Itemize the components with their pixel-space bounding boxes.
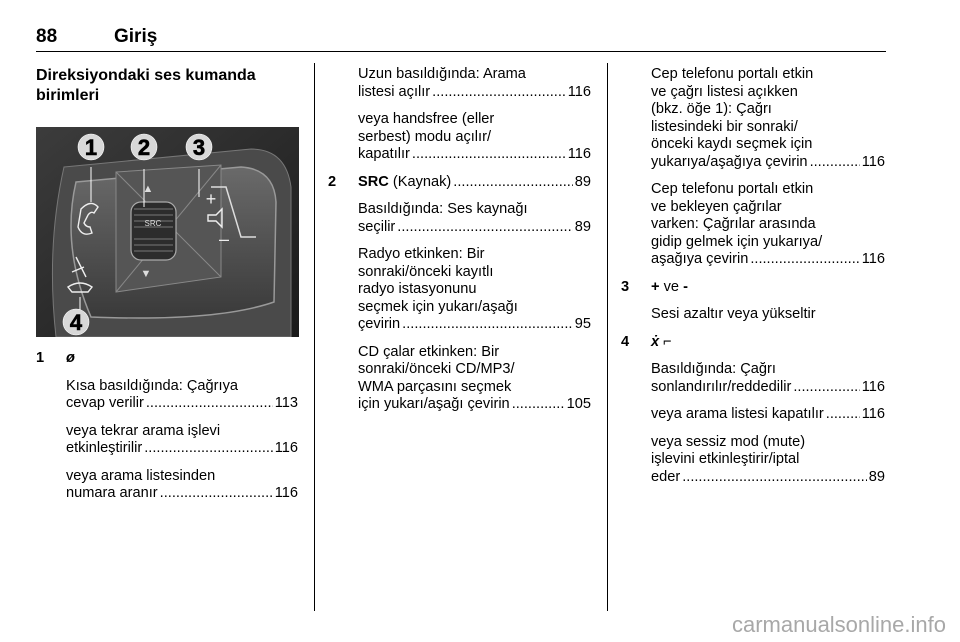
- callout-3: 3: [192, 135, 206, 160]
- text-line: ve çağrı listesi açıkken: [651, 83, 798, 100]
- page-ref: 116: [861, 251, 885, 267]
- watermark: carmanualsonline.info: [731, 612, 946, 637]
- down-arrow-icon: ▼: [140, 268, 152, 280]
- volume-plus-icon: +: [205, 189, 217, 209]
- text-line: Radyo etkinken: Bir: [358, 246, 485, 262]
- page-title: Giriş: [114, 26, 158, 47]
- text-line: veya arama listesi kapatılır: [651, 406, 824, 422]
- text-line: listesindeki bir sonraki/: [651, 118, 798, 135]
- text-line: eder: [651, 468, 681, 485]
- text-line: için yukarı/aşağı çevirin: [358, 396, 510, 412]
- text-line: radyo istasyonunu: [358, 281, 477, 297]
- up-arrow-icon: ▲: [142, 183, 154, 195]
- column-1: [36, 350, 298, 513]
- item-3-number: 3: [621, 278, 630, 295]
- page-ref: 116: [274, 440, 298, 456]
- text-line: ve: [663, 278, 680, 295]
- text-line: yukarıya/aşağıya çevirin: [651, 153, 808, 170]
- item-2-number: 2: [328, 173, 337, 190]
- section-heading: Direksiyondaki ses kumanda birimleri: [36, 67, 256, 104]
- callout-2: 2: [137, 135, 151, 160]
- text-line: gidip gelmek için yukarıya/: [651, 233, 823, 250]
- item-2: [328, 174, 591, 414]
- text-line: Basıldığında: Çağrı: [651, 361, 776, 377]
- text-line: sonraki/önceki kayıtlı: [358, 263, 494, 280]
- plus-label: +: [651, 278, 660, 295]
- text-line: aşağıya çevirin: [651, 251, 749, 267]
- text-line: CD çalar etkinken: Bir: [358, 343, 500, 360]
- column-divider-1: [314, 63, 315, 611]
- page-header: [36, 26, 886, 52]
- item-1-number: 1: [36, 350, 45, 366]
- volume-minus-icon: –: [218, 229, 230, 249]
- text-line: işlevini etkinleştirir/iptal: [651, 451, 800, 467]
- page-number: 88: [36, 26, 58, 47]
- steering-wheel-controls-figure: [36, 127, 299, 337]
- page-ref: 105: [566, 396, 591, 412]
- text-line: Cep telefonu portalı etkin: [651, 181, 814, 197]
- page-ref: 116: [567, 83, 591, 100]
- item-2-continued: [621, 66, 885, 269]
- mute-hangup-icon: ẋ ⌐: [651, 333, 672, 350]
- page-ref: 116: [274, 485, 298, 501]
- text-line: Basıldığında: Ses kaynağı: [358, 201, 528, 217]
- text-line: sonlandırılır/reddedilir: [651, 378, 792, 395]
- item-4: [621, 334, 885, 487]
- text-line: veya tekrar arama işlevi: [66, 422, 221, 439]
- steering-controls-illustration: [36, 127, 299, 337]
- callout-4: 4: [69, 310, 83, 335]
- page-ref: 95: [574, 316, 591, 332]
- text-line: Uzun basıldığında: Arama: [358, 66, 526, 82]
- phone-answer-icon: ø: [66, 350, 75, 366]
- text-line: cevap verilir: [66, 395, 144, 411]
- text-line: Kısa basıldığında: Çağrıya: [66, 377, 238, 394]
- page-ref: 116: [861, 153, 885, 170]
- callout-1: 1: [84, 135, 98, 160]
- text-line: önceki kaydı seçmek için: [651, 136, 813, 152]
- page-ref: 89: [574, 218, 591, 235]
- text-line: veya sessiz mod (mute): [651, 433, 806, 450]
- minus-label: -: [683, 278, 688, 295]
- text-line: WMA parçasını seçmek: [358, 378, 512, 395]
- text-line: veya arama listesinden: [66, 467, 216, 484]
- page-ref: 116: [861, 406, 885, 422]
- text-line: numara aranır: [66, 485, 158, 501]
- page-ref: 89: [868, 468, 885, 485]
- page-ref: 116: [861, 378, 885, 395]
- column-2: [328, 66, 591, 424]
- text-line: Cep telefonu portalı etkin: [651, 66, 814, 82]
- wheel-src-label: SRC: [144, 219, 162, 228]
- text-line: seçilir: [358, 218, 396, 235]
- text-line: etkinleştirilir: [66, 440, 143, 456]
- item-4-number: 4: [621, 333, 630, 350]
- page-ref: 113: [274, 395, 298, 411]
- header-rule: [36, 51, 886, 52]
- item-1: [36, 350, 298, 503]
- text-line: çevirin: [358, 316, 401, 332]
- text-line: ve bekleyen çağrılar: [651, 198, 782, 215]
- text-line: veya handsfree (eller: [358, 111, 495, 127]
- item-3: [621, 279, 885, 324]
- text-line: varken: Çağrılar arasında: [651, 216, 816, 232]
- text-line: sonraki/önceki CD/MP3/: [358, 361, 515, 377]
- column-divider-2: [607, 63, 608, 611]
- text-line: kapatılır: [358, 146, 410, 162]
- text-line: (bkz. öğe 1): Çağrı: [651, 101, 772, 117]
- page-ref: 116: [567, 146, 591, 162]
- column-3: [621, 66, 885, 496]
- text-line: (Kaynak): [392, 173, 452, 190]
- item-1-continued: [328, 66, 591, 164]
- text-line: seçmek için yukarı/aşağı: [358, 298, 518, 315]
- src-label: SRC: [358, 173, 389, 190]
- page-ref: 89: [574, 173, 591, 190]
- text-line: Sesi azaltır veya yükseltir: [651, 306, 816, 322]
- text-line: serbest) modu açılır/: [358, 128, 492, 145]
- text-line: listesi açılır: [358, 83, 431, 100]
